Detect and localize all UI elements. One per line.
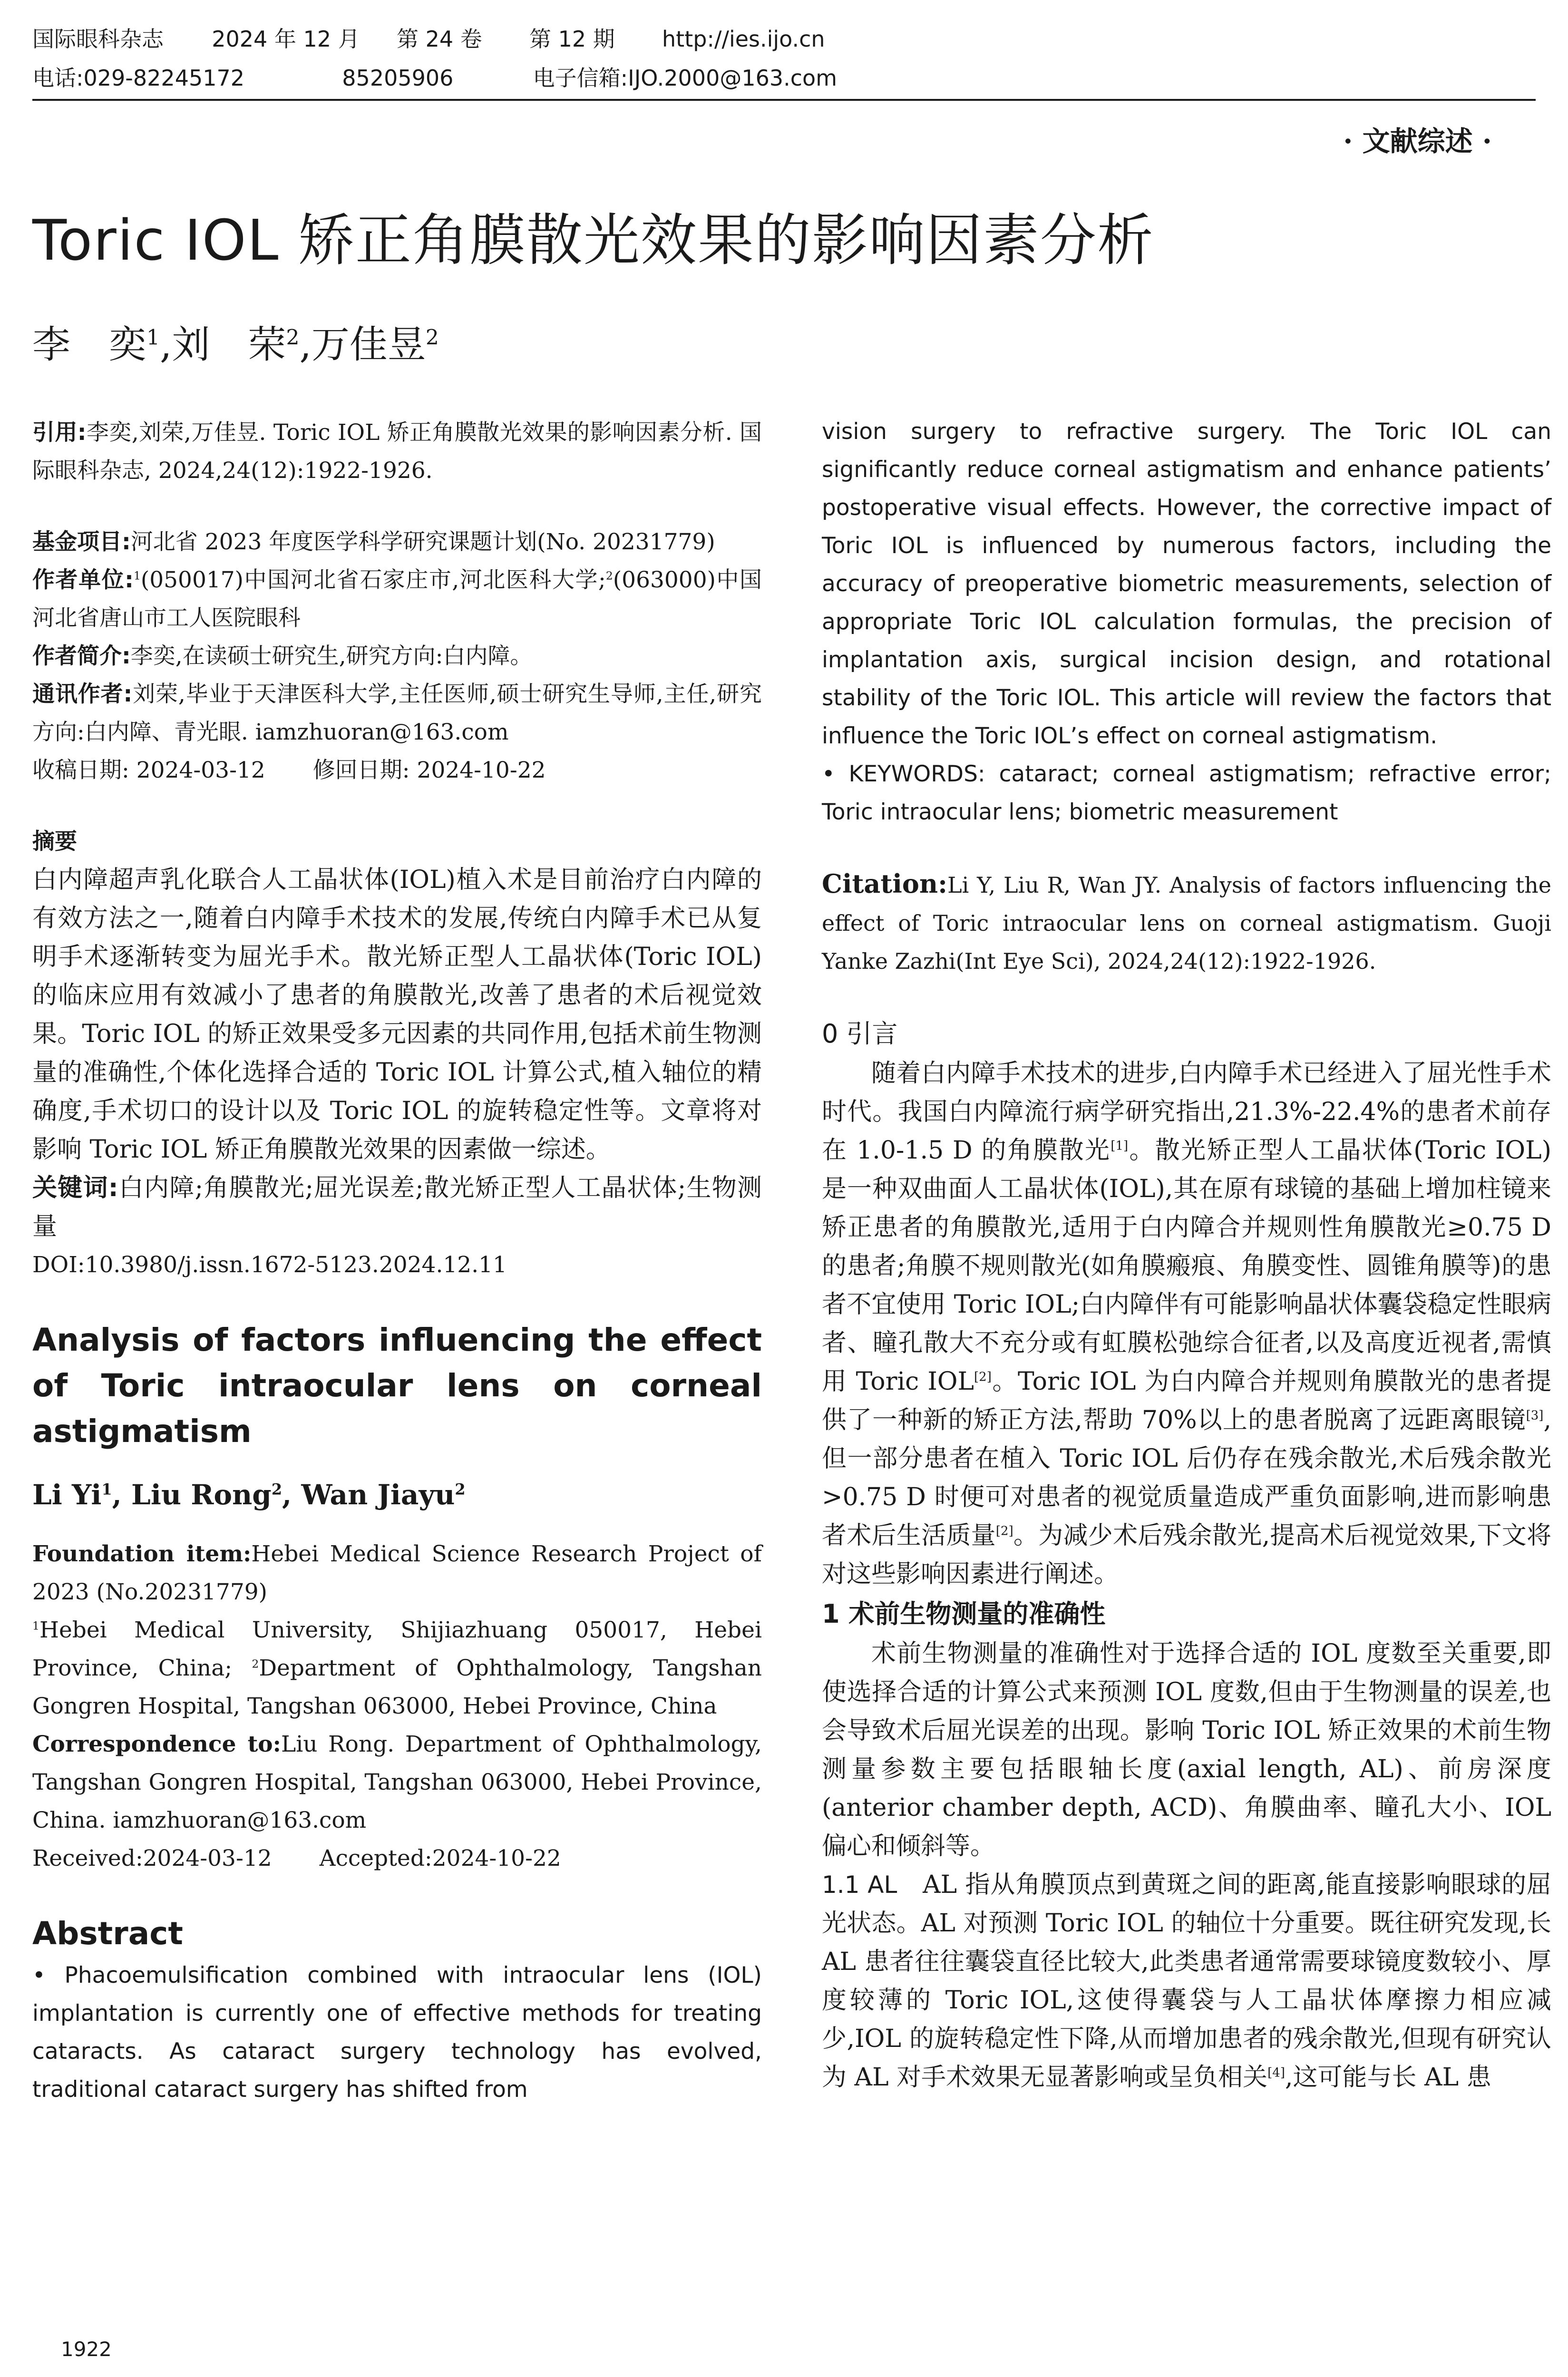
intro-text: 。为减少术后残余散光,提高术后视觉效果,下文将对这些影响因素进行阐述。	[822, 1521, 1551, 1588]
author-affiliation-mark: 2	[271, 1480, 282, 1499]
affiliation-mark: 2	[252, 1657, 259, 1671]
revised-date: 修回日期: 2024-10-22	[312, 757, 546, 783]
journal-url[interactable]: http://ies.ijo.cn	[662, 26, 825, 52]
section-1-1-text: AL 指从角膜顶点到黄斑之间的距离,能直接影响眼球的屈光状态。AL 对预测 Toric IOL 的轴位十分重要。既往研究发现,长 AL 患者往往囊袋直径比较大,此类患者通常需要球镜度数较小、厚度较薄的 Toric IOL,这使得囊袋与人工晶状体摩擦力相应减少,IOL 的旋转稳定性下降,从而增加患者的残余散光,但现有研究认为 AL 对手术效果无显著影响或呈负相关	[822, 1870, 1551, 2092]
affiliation-mark: 1	[133, 569, 141, 583]
author-intro-label: 作者简介:	[32, 643, 131, 669]
author-affiliation-mark: 2	[425, 325, 439, 350]
author-affiliation-mark: 1	[146, 325, 160, 350]
reference-mark[interactable]: [2]	[995, 1524, 1013, 1539]
citation-label: 引用:	[32, 419, 87, 446]
abstract-heading-chinese: 摘要	[32, 828, 77, 855]
author-name: 万佳昱	[311, 322, 426, 367]
page-number: 1922	[61, 2338, 112, 2361]
authors-english: Li Yi$^1$, Liu Rong$^2$, Wan Jiayu$^2$	[32, 1479, 466, 1511]
email-address[interactable]: 电子信箱:IJO.2000@163.com	[533, 65, 837, 91]
affiliation-label: 作者单位:	[32, 567, 134, 593]
dates-english	[32, 1840, 762, 1878]
author-intro-text: 李奕,在读硕士研究生,研究方向:白内障。	[130, 643, 533, 669]
issue-number: 第 12 期	[529, 26, 615, 52]
affiliation-1-english: Hebei Medical University, Shijiazhuang 050017, Hebei Province, China;	[32, 1617, 762, 1681]
affiliation-mark: 2	[605, 569, 613, 583]
author-affiliation-mark: 2	[455, 1480, 466, 1499]
affiliation-2-english: Department of Ophthalmology, Tangshan Gongren Hospital, Tangshan 063000, Hebei Province, China	[32, 1655, 762, 1719]
volume: 第 24 卷	[396, 26, 482, 52]
keywords-chinese	[32, 1169, 762, 1246]
citation-english-label: Citation:	[822, 868, 948, 899]
section-heading-intro: 0 引言	[822, 1019, 898, 1049]
author-affiliation-mark: 2	[286, 325, 300, 350]
english-title: Analysis of factors influencing the effect of Toric intraocular lens on corneal astigmatism	[32, 1322, 762, 1450]
section-1-1-paragraph	[822, 1866, 1551, 2097]
phone-number: 电话:029-82245172	[32, 65, 245, 91]
intro-text: 。Toric IOL 为白内障合并规则角膜散光的患者提供了一种新的矫正方法,帮助 70%以上的患者脱离了远距离眼镜	[822, 1367, 1551, 1434]
author-name: Wan Jiayu	[301, 1479, 455, 1511]
keywords-english-label: • KEYWORDS:	[822, 761, 985, 787]
fund-label: 基金项目:	[32, 529, 131, 555]
dates-chinese	[32, 751, 762, 789]
foundation-english	[32, 1535, 762, 1611]
citation-chinese	[32, 414, 762, 490]
author-name: 李 奕	[32, 322, 146, 367]
correspondence-text: Liu Rong. Department of Ophthalmology, Tangshan Gongren Hospital, Tangshan 063000, Hebei Province, China. iamzhuoran@163.com	[32, 1731, 762, 1833]
author-affiliation-mark: 1	[101, 1480, 112, 1499]
author-name: 刘 荣	[172, 322, 286, 367]
correspondence-english	[32, 1725, 762, 1840]
corresponding-author	[32, 675, 762, 751]
keywords-english-text: cataract; corneal astigmatism; refractive error; Toric intraocular lens; biometric measurement	[822, 761, 1551, 825]
section-1-paragraph: 术前生物测量的准确性对于选择合适的 IOL 度数至关重要,即使选择合适的计算公式来预测 IOL 度数,但由于生物测量的误差,也会导致术后屈光误差的出现。影响 Toric IOL 矫正效果的术前生物测量参数主要包括眼轴长度(axial length, AL)、前房深度(anterior chamber depth, ACD)、角膜曲率、瞳孔大小、IOL 偏心和倾斜等。	[822, 1639, 1551, 1861]
citation-text: 李奕,刘荣,万佳昱. Toric IOL 矫正角膜散光效果的影响因素分析. 国际眼科杂志, 2024,24(12):1922-1926.	[32, 419, 762, 484]
authors-chinese: 李 奕$^1$,刘 荣$^2$,万佳昱$^2$	[32, 322, 439, 367]
intro-paragraph	[822, 1054, 1551, 1594]
author-name: Liu Rong	[131, 1479, 272, 1511]
reference-mark[interactable]: [1]	[1110, 1139, 1129, 1153]
affiliations-english	[32, 1611, 762, 1725]
left-column	[32, 414, 762, 2109]
section-heading-1-1: 1.1 AL	[822, 1871, 897, 1899]
foundation-text: Hebei Medical Science Research Project of 2023 (No.20231779)	[32, 1541, 762, 1605]
received-date: 收稿日期: 2024-03-12	[32, 757, 265, 783]
journal-header-line1	[32, 25, 825, 53]
corresponding-text: 刘荣,毕业于天津医科大学,主任医师,硕士研究生导师,主任,研究方向:白内障、青光眼. iamzhuoran@163.com	[32, 681, 762, 745]
section-label: · 文献综述 ·	[1343, 125, 1492, 157]
foundation-label: Foundation item:	[32, 1541, 252, 1567]
affiliation-mark: 1	[32, 1619, 39, 1633]
author-intro	[32, 637, 762, 675]
issue-date: 2024 年 12 月	[212, 26, 360, 52]
affiliation-info	[32, 561, 762, 637]
citation-english	[822, 865, 1551, 980]
phone-number-2: 85205906	[342, 65, 454, 91]
header-divider	[32, 99, 1536, 101]
keywords-text: 白内障;角膜散光;屈光误差;散光矫正型人工晶状体;生物测量	[32, 1174, 762, 1241]
reference-mark[interactable]: [4]	[1267, 2065, 1285, 2080]
journal-header-line2	[32, 64, 837, 92]
abstract-chinese: 白内障超声乳化联合人工晶状体(IOL)植入术是目前治疗白内障的有效方法之一,随着白内障手术技术的发展,传统白内障手术已从复明手术逐渐转变为屈光手术。散光矫正型人工晶状体(Toric IOL)的临床应用有效减小了患者的角膜散光,改善了患者的术后视觉效果。Toric IOL 的矫正效果受多元因素的共同作用,包括术前生物测量的准确性,个体化选择合适的 Toric IOL 计算公式,植入轴位的精确度,手术切口的设计以及 Toric IOL 的旋转稳定性等。文章将对影响 Toric IOL 矫正角膜散光效果的因素做一综述。	[32, 866, 762, 1164]
doi[interactable]: DOI:10.3980/j.issn.1672-5123.2024.12.11	[32, 1252, 507, 1278]
reference-mark[interactable]: [3]	[1526, 1408, 1544, 1423]
intro-text: 。散光矫正型人工晶状体(Toric IOL)是一种双曲面人工晶状体(IOL),其在原有球镜的基础上增加柱镜来矫正患者的角膜散光,适用于白内障合并规则性角膜散光≥0.75 D 的患者;角膜不规则散光(如角膜瘢痕、角膜变性、圆锥角膜等)的患者不宜使用 Toric IOL;白内障伴有可能影响晶状体囊袋稳定性眼病者、瞳孔散大不充分或有虹膜松弛综合征者,以及高度近视者,需慎用 Toric IOL	[822, 1136, 1551, 1396]
fund-text: 河北省 2023 年度医学科学研究课题计划(No. 20231779)	[130, 529, 715, 555]
corresponding-label: 通讯作者:	[32, 681, 133, 707]
keywords-label: 关键词:	[32, 1174, 118, 1202]
abstract-english-part2: vision surgery to refractive surgery. The Toric IOL can significantly reduce corneal astigmatism and enhance patients’ postoperative visual effects. However, the corrective impact of Toric IOL is influenced by numerous factors, including the accuracy of preoperative biometric measurements, selection of appropriate Toric IOL calculation formulas, the precision of implantation axis, surgical incision design, and rotational stability of the Toric IOL. This article will review the factors that influence the Toric IOL’s effect on corneal astigmatism.	[822, 419, 1551, 749]
affiliation-1: (050017)中国河北省石家庄市,河北医科大学;	[140, 567, 606, 593]
intro-text: ,但一部分患者在植入 Toric IOL 后仍存在残余散光,术后残余散光>0.75 D 时便可对患者的视觉质量造成严重负面影响,进而影响患者术后生活质量	[822, 1406, 1551, 1550]
accepted-date-english: Accepted:2024-10-22	[319, 1845, 561, 1871]
reference-mark[interactable]: [2]	[974, 1370, 992, 1384]
section-1-1-text: ,这可能与长 AL 患	[1285, 2063, 1491, 2092]
correspondence-label: Correspondence to:	[32, 1731, 281, 1757]
right-column	[822, 413, 1551, 2097]
abstract-heading-english: Abstract	[32, 1915, 183, 1952]
abstract-english-part1: • Phacoemulsification combined with intraocular lens (IOL) implantation is currently one of effective methods for treating cataracts. As cataract surgery technology has evolved, traditional cataract surgery has shifted from	[32, 1962, 762, 2103]
author-name: Li Yi	[32, 1479, 102, 1511]
affiliation-2: (063000)中国河北省唐山市工人医院眼科	[32, 567, 762, 631]
journal-name: 国际眼科杂志	[32, 26, 164, 52]
citation-english-text: Li Y, Liu R, Wan JY. Analysis of factors influencing the effect of Toric intraocular lens on corneal astigmatism. Guoji Yanke Zazhi(Int Eye Sci), 2024,24(12):1922-1926.	[822, 872, 1551, 974]
article-title: Toric IOL 矫正角膜散光效果的影响因素分析	[32, 207, 1154, 273]
intro-text: 随着白内障手术技术的进步,白内障手术已经进入了屈光性手术时代。我国白内障流行病学研究指出,21.3%-22.4%的患者术前存在 1.0-1.5 D 的角膜散光	[822, 1059, 1551, 1165]
section-heading-1: 1 术前生物测量的准确性	[822, 1599, 1106, 1629]
fund-info	[32, 523, 762, 561]
received-date-english: Received:2024-03-12	[32, 1845, 272, 1871]
keywords-english	[822, 755, 1551, 831]
